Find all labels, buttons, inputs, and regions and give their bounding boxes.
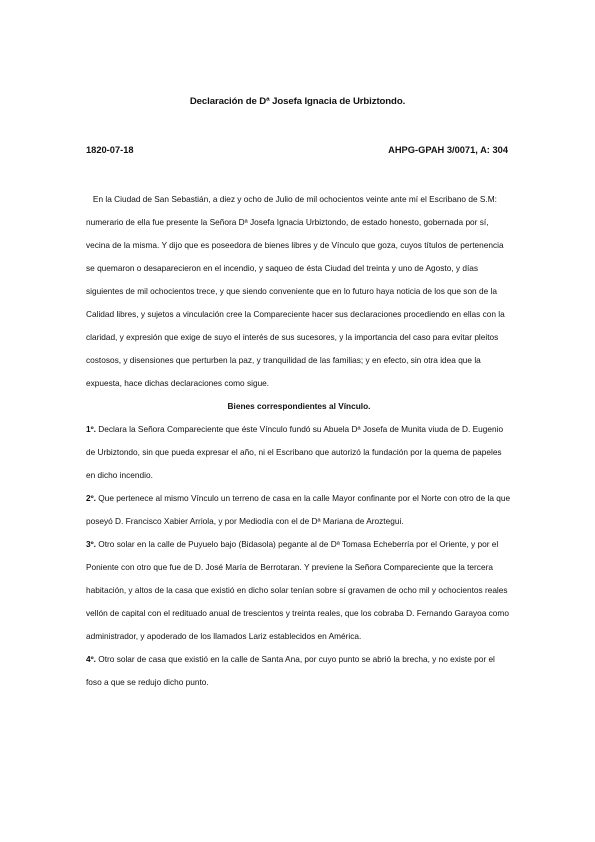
- item-text: Otro solar de casa que existió en la calle de Santa Ana, por cuyo punto se abrió la brecha, y no existe por el foso a que se redujo dicho punto.: [86, 654, 495, 687]
- document-title: Declaración de Dª Josefa Ignacia de Urbiztondo.: [189, 96, 406, 107]
- item-text: Otro solar en la calle de Puyuelo bajo (Bidasola) pegante al de Dª Tomasa Echeberría por el Oriente, y por el Poniente con otro que fue de D. José María de Berrotaran. Y previene la Señora Compareciente que la tercera habitación, y altos de la casa que existió en dicho solar tenían sobre sí gravamen de ocho mil y ochocientos reales vellón de capital con el redituado anual de trescientos y treinta reales, que los cobraba D. Fernando Garayoa como administrador, y apoderado de los llamados Lariz establecidos en América.: [86, 539, 509, 641]
- list-item: [86, 533, 512, 648]
- item-number: 4º.: [86, 654, 96, 664]
- archive-reference: AHPG-GPAH 3/0071, A: 304: [388, 145, 508, 155]
- section-heading: Bienes correspondientes al Vínculo.: [227, 401, 371, 411]
- item-number: 2º.: [86, 493, 96, 503]
- document-body: [86, 188, 512, 694]
- item-text: Declara la Señora Compareciente que éste Vínculo fundó su Abuela Dª Josefa de Munita viuda de D. Eugenio de Urbiztondo, sin que pueda expresar el año, ni el Escribano que autorizó la fundación por la quema de papeles en dicho incendio.: [86, 424, 504, 480]
- item-text: Que pertenece al mismo Vínculo un terreno de casa en la calle Mayor confinante por el Norte con otro de la que poseyó D. Francisco Xabier Arriola, y por Mediodía con el de Dª Mariana de Aroztegui.: [86, 493, 511, 526]
- list-item: [86, 487, 512, 533]
- document-date: 1820-07-18: [86, 145, 134, 155]
- list-item: [86, 648, 512, 694]
- intro-paragraph: [86, 188, 512, 395]
- item-number: 1º.: [86, 424, 96, 434]
- list-item: [86, 418, 512, 487]
- item-number: 3º.: [86, 539, 96, 549]
- intro-text: En la Ciudad de San Sebastián, a diez y ocho de Julio de mil ochocientos veinte ante mí el Escribano de S.M: numerario de ella fue presente la Señora Dª Josefa Ignacia Urbiztondo, de estado honesto, gobernada por sí, vecina de la misma. Y dijo que es poseedora de bienes libres y de Vínculo que goza, cuyos títulos de pertenencia se quemaron o desaparecieron en el incendio, y saqueo de ésta Ciudad del treinta y uno de Agosto, y días siguientes de mil ochocientos trece, y que siendo conveniente que en lo futuro haya noticia de los que son de la Calidad libres, y sujetos a vinculación cree la Compareciente hacer sus declaraciones procediendo en ellas con la claridad, y expresión que exige de suyo el interés de sus sucesores, y la importancia del caso para evitar pleitos costosos, y disensiones que perturben la paz, y tranquilidad de las familias; y en efecto, sin otra idea que la expuesta, hace dichas declaraciones como sigue.: [86, 194, 505, 388]
